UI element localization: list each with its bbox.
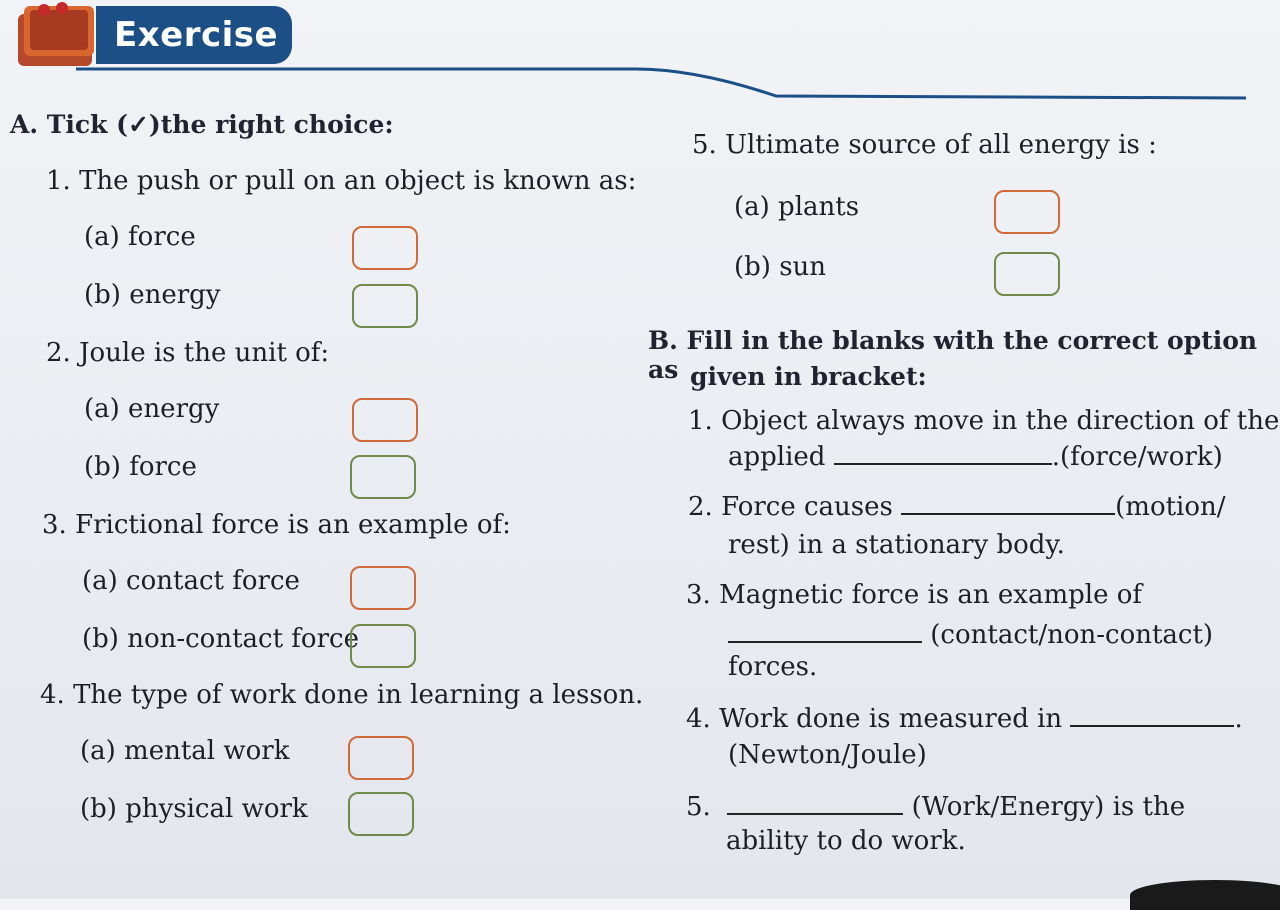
section-a-heading: A. Tick (✓)the right choice: [10,110,394,139]
header-rule [76,66,1246,102]
q2-b-checkbox[interactable] [350,455,416,499]
section-b-heading: B. Fill in the blanks with the correct option as [648,326,1258,384]
fill-3: 3. Magnetic force is an example of [686,580,1143,610]
q1-option-a: (a) force [84,222,196,252]
q5-a-checkbox[interactable] [994,190,1060,234]
question-1: 1. The push or pull on an object is known as: [46,166,637,196]
fill-4: 4. Work done is measured in . [686,704,1243,734]
q4-a-checkbox[interactable] [348,736,414,780]
question-2: 2. Joule is the unit of: [46,338,330,368]
page-corner-shadow [1130,880,1280,910]
section-b-heading-cont: given in bracket: [690,362,927,391]
q3-option-b: (b) non-contact force [82,624,359,654]
q5-option-b: (b) sun [734,252,827,282]
fill-2: 2. Force causes (motion/ [688,492,1226,522]
fill-3-line2: (contact/non-contact) [728,620,1213,650]
question-5: 5. Ultimate source of all energy is : [692,130,1157,160]
fill-5-line2: ability to do work. [726,826,966,856]
fill-4-blank[interactable] [1070,724,1234,727]
q4-option-b: (b) physical work [80,794,308,824]
fill-2-blank[interactable] [901,512,1115,515]
page-title: Exercise [114,15,279,55]
question-4: 4. The type of work done in learning a lesson. [40,680,644,710]
q1-a-checkbox[interactable] [352,226,418,270]
fill-4-line2: (Newton/Joule) [728,740,927,770]
q3-b-checkbox[interactable] [350,624,416,668]
q2-option-b: (b) force [84,452,197,482]
fill-1: 1. Object always move in the direction of the [688,406,1280,436]
book-icon [14,0,102,70]
q3-option-a: (a) contact force [82,566,300,596]
fill-2-line2: rest) in a stationary body. [728,530,1065,560]
question-3: 3. Frictional force is an example of: [42,510,511,540]
exercise-banner [96,6,292,64]
q5-b-checkbox[interactable] [994,252,1060,296]
q3-a-checkbox[interactable] [350,566,416,610]
fill-3-line3: forces. [728,652,818,682]
q1-option-b: (b) energy [84,280,221,310]
q2-option-a: (a) energy [84,394,220,424]
q4-option-a: (a) mental work [80,736,290,766]
q2-a-checkbox[interactable] [352,398,418,442]
fill-3-blank[interactable] [728,640,922,643]
fill-1-blank[interactable] [834,462,1052,465]
q1-b-checkbox[interactable] [352,284,418,328]
fill-1-line2: applied .(force/work) [728,442,1223,472]
fill-5-blank[interactable] [727,812,903,815]
fill-5: 5. (Work/Energy) is the [686,792,1186,822]
q4-b-checkbox[interactable] [348,792,414,836]
q5-option-a: (a) plants [734,192,860,222]
